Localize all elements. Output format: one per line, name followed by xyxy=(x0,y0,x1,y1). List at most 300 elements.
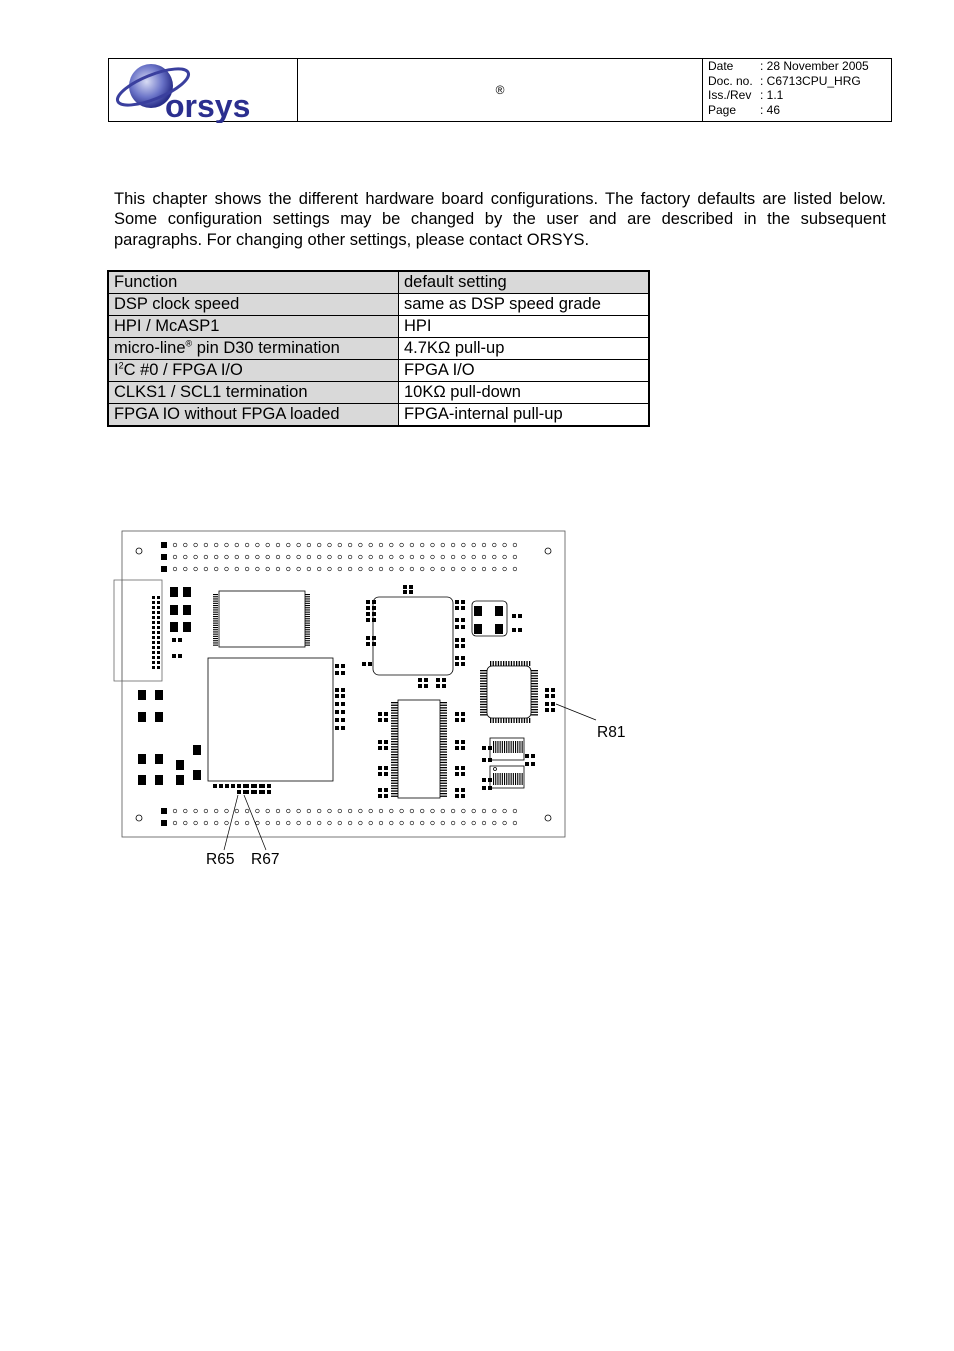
connector-hole xyxy=(266,567,270,571)
pad xyxy=(372,612,376,616)
pad xyxy=(366,636,370,640)
pad xyxy=(526,718,527,723)
cell-text: pin D30 termination xyxy=(192,339,340,357)
pad xyxy=(500,773,501,785)
connector-hole xyxy=(503,809,507,813)
connector-hole xyxy=(173,809,177,813)
connector-hole xyxy=(245,555,249,559)
pad xyxy=(384,766,388,770)
pad xyxy=(245,784,249,788)
connector-hole xyxy=(307,821,311,825)
header-function: Function xyxy=(108,271,399,294)
connector-hole xyxy=(184,555,188,559)
connector-hole xyxy=(287,567,291,571)
pad xyxy=(551,694,555,698)
connector-hole xyxy=(503,821,507,825)
pad xyxy=(366,618,370,622)
connector-hole xyxy=(400,567,404,571)
pad xyxy=(305,612,310,613)
pad xyxy=(490,661,491,666)
connector-hole xyxy=(441,809,445,813)
connector-hole xyxy=(482,555,486,559)
connector-hole xyxy=(482,543,486,547)
pad xyxy=(531,704,538,705)
pad xyxy=(391,772,398,773)
pad xyxy=(480,712,487,713)
connector-hole xyxy=(390,555,394,559)
pad xyxy=(157,606,160,609)
pad xyxy=(480,714,487,715)
pad xyxy=(531,714,538,715)
pad xyxy=(531,680,538,681)
pad xyxy=(305,636,310,637)
connector-hole xyxy=(266,809,270,813)
pad xyxy=(503,718,504,723)
pad xyxy=(461,618,465,622)
pad xyxy=(305,631,310,632)
pad xyxy=(511,718,512,723)
connector-hole xyxy=(462,821,466,825)
pad xyxy=(506,661,507,666)
connector-hole xyxy=(235,809,239,813)
connector-hole xyxy=(235,567,239,571)
connector-hole xyxy=(379,567,383,571)
connector-hole xyxy=(472,543,476,547)
pad xyxy=(480,699,487,700)
pad xyxy=(518,628,522,632)
pad xyxy=(440,764,447,765)
brand-text: orsys xyxy=(165,88,251,123)
pad xyxy=(461,638,465,642)
connector-hole xyxy=(317,809,321,813)
connector-hole xyxy=(317,567,321,571)
pad xyxy=(495,741,496,753)
pad xyxy=(440,725,447,726)
pad xyxy=(157,636,160,639)
connector-hole xyxy=(184,821,188,825)
pad xyxy=(213,612,218,613)
pad xyxy=(178,654,182,658)
pad xyxy=(440,777,447,778)
pad xyxy=(455,662,459,666)
connector-hole xyxy=(214,543,218,547)
connector-hole xyxy=(184,543,188,547)
connector-hole xyxy=(420,543,424,547)
connector-hole xyxy=(235,543,239,547)
pad xyxy=(391,762,398,763)
connector-hole xyxy=(379,809,383,813)
pad xyxy=(511,661,512,666)
left-connector xyxy=(122,580,162,681)
pad xyxy=(524,661,525,666)
fpga-chip xyxy=(373,597,453,675)
pad xyxy=(305,601,310,602)
connector-hole xyxy=(307,809,311,813)
pad xyxy=(461,746,465,750)
pad xyxy=(440,723,447,724)
pad xyxy=(461,794,465,798)
label-r65: R65 xyxy=(206,851,235,868)
connector-hole xyxy=(194,567,198,571)
connector-hole xyxy=(390,567,394,571)
pad xyxy=(482,746,486,750)
pad xyxy=(525,762,529,766)
pad xyxy=(531,712,538,713)
pad xyxy=(440,738,447,739)
pad xyxy=(545,708,549,712)
pad xyxy=(391,707,398,708)
connector-hole xyxy=(214,821,218,825)
pad xyxy=(391,796,398,797)
connector-hole xyxy=(276,555,280,559)
pad xyxy=(341,688,345,692)
pad xyxy=(391,733,398,734)
qfp-chip xyxy=(487,666,531,718)
pad xyxy=(213,620,218,621)
pad xyxy=(213,631,218,632)
cell-setting: 4.7KΩ pull-up xyxy=(399,338,650,360)
pad xyxy=(531,673,538,674)
connector-hole xyxy=(214,567,218,571)
pad xyxy=(500,661,501,666)
connector-hole xyxy=(297,543,301,547)
connector-hole xyxy=(379,821,383,825)
connector-hole xyxy=(338,809,342,813)
pad xyxy=(461,718,465,722)
pad xyxy=(515,773,516,785)
pad xyxy=(391,746,398,747)
pad xyxy=(362,662,366,666)
pad xyxy=(513,718,514,723)
pad xyxy=(391,751,398,752)
pad xyxy=(440,702,447,703)
connector-hole xyxy=(410,821,414,825)
pad xyxy=(455,788,459,792)
sdram-chip xyxy=(398,700,440,798)
pad xyxy=(391,728,398,729)
connector-hole xyxy=(317,543,321,547)
pad xyxy=(170,622,178,632)
pad xyxy=(455,606,459,610)
pad xyxy=(504,773,505,785)
pad xyxy=(440,793,447,794)
connector-hole xyxy=(225,567,229,571)
pad xyxy=(213,607,218,608)
connector-hole xyxy=(503,567,507,571)
pad xyxy=(461,712,465,716)
pad xyxy=(305,596,310,597)
pad xyxy=(152,606,155,609)
pad xyxy=(409,585,413,589)
connector-hole xyxy=(359,809,363,813)
connector-hole xyxy=(441,555,445,559)
connector-hole xyxy=(431,555,435,559)
cell-setting: 10KΩ pull-down xyxy=(399,382,650,404)
pad xyxy=(391,720,398,721)
connector-hole xyxy=(173,555,177,559)
cell-text: I xyxy=(114,361,119,379)
pad xyxy=(213,645,218,646)
pad xyxy=(305,629,310,630)
pad xyxy=(213,623,218,624)
pad xyxy=(152,661,155,664)
connector-hole xyxy=(431,567,435,571)
connector-hole xyxy=(297,821,301,825)
pad xyxy=(440,710,447,711)
pad xyxy=(157,611,160,614)
connector-hole xyxy=(493,555,497,559)
pad xyxy=(482,786,486,790)
pad xyxy=(508,718,509,723)
pad xyxy=(305,594,310,595)
pad xyxy=(372,642,376,646)
connector-hole xyxy=(287,555,291,559)
pad xyxy=(518,614,522,618)
dsp-chip xyxy=(208,658,333,781)
pad xyxy=(213,594,218,595)
pad xyxy=(305,618,310,619)
pad xyxy=(519,773,520,785)
pad xyxy=(213,638,218,639)
pad xyxy=(461,625,465,629)
connector-hole xyxy=(513,555,517,559)
pad xyxy=(440,754,447,755)
pad xyxy=(391,754,398,755)
connector-hole xyxy=(276,567,280,571)
cell-setting: HPI xyxy=(399,316,650,338)
header-default: default setting xyxy=(399,271,650,294)
pad xyxy=(213,596,218,597)
connector-hole xyxy=(420,809,424,813)
label-r81: R81 xyxy=(597,724,626,741)
connector-hole xyxy=(410,809,414,813)
pad xyxy=(138,712,146,722)
pad xyxy=(305,623,310,624)
pad xyxy=(366,612,370,616)
pad xyxy=(503,661,504,666)
pad xyxy=(519,661,520,666)
connector-hole xyxy=(338,821,342,825)
pad xyxy=(225,784,229,788)
pad xyxy=(152,651,155,654)
meta-value: : 1.1 xyxy=(760,88,784,102)
connector-hole xyxy=(307,543,311,547)
flash-chip xyxy=(219,591,305,647)
pad xyxy=(193,745,201,755)
pad xyxy=(493,661,494,666)
connector-hole xyxy=(256,543,260,547)
pad xyxy=(418,678,422,682)
connector-hole xyxy=(431,809,435,813)
pad xyxy=(366,642,370,646)
connector-hole xyxy=(482,567,486,571)
pad xyxy=(531,686,538,687)
pad xyxy=(372,636,376,640)
pad xyxy=(391,705,398,706)
connector-hole xyxy=(369,809,373,813)
pad xyxy=(267,790,271,794)
pad xyxy=(178,638,182,642)
pad xyxy=(440,744,447,745)
meta-key: Doc. no. xyxy=(708,73,753,88)
connector-hole xyxy=(307,567,311,571)
pad xyxy=(138,775,146,785)
pad xyxy=(516,718,517,723)
connector-hole xyxy=(204,567,208,571)
superscript: 2 xyxy=(118,360,124,371)
pad xyxy=(155,690,163,700)
pad xyxy=(436,678,440,682)
pad xyxy=(183,587,191,597)
pad xyxy=(335,710,339,714)
connector-hole xyxy=(503,555,507,559)
pad xyxy=(213,598,218,599)
pad xyxy=(384,746,388,750)
connector-hole xyxy=(451,821,455,825)
connector-hole xyxy=(256,821,260,825)
connector-hole xyxy=(245,809,249,813)
pad xyxy=(497,773,498,785)
pad xyxy=(391,785,398,786)
leader-r81 xyxy=(556,704,596,720)
pad xyxy=(384,794,388,798)
pad xyxy=(391,712,398,713)
pad xyxy=(480,704,487,705)
pad xyxy=(455,656,459,660)
pad xyxy=(155,775,163,785)
pad xyxy=(305,638,310,639)
pad xyxy=(213,618,218,619)
pad xyxy=(138,690,146,700)
cell-text: C #0 / FPGA I/O xyxy=(123,361,243,379)
connector-hole xyxy=(328,555,332,559)
leader-r67 xyxy=(244,795,266,850)
pad xyxy=(480,706,487,707)
pad xyxy=(440,705,447,706)
pad xyxy=(267,784,271,788)
pad xyxy=(495,624,503,634)
pad xyxy=(384,772,388,776)
cell-setting: same as DSP speed grade xyxy=(399,294,650,316)
pad xyxy=(488,746,492,750)
connector-hole xyxy=(451,555,455,559)
pad xyxy=(440,759,447,760)
cell-function: FPGA IO without FPGA loaded xyxy=(108,404,399,427)
pad xyxy=(138,754,146,764)
pad xyxy=(511,741,512,753)
pad xyxy=(525,754,529,758)
pad xyxy=(461,656,465,660)
pad xyxy=(513,741,514,753)
connector-hole xyxy=(245,567,249,571)
connector-hole xyxy=(513,809,517,813)
pad xyxy=(341,694,345,698)
pad xyxy=(440,741,447,742)
pad xyxy=(461,600,465,604)
pad xyxy=(231,784,235,788)
connector-hole xyxy=(462,567,466,571)
pad xyxy=(506,718,507,723)
pad xyxy=(157,596,160,599)
meta-key: Date xyxy=(708,59,734,73)
pad xyxy=(461,766,465,770)
connector-hole xyxy=(307,555,311,559)
connector-hole xyxy=(369,543,373,547)
pad xyxy=(482,778,486,782)
pad xyxy=(305,614,310,615)
pad xyxy=(305,634,310,635)
pad xyxy=(440,767,447,768)
pad xyxy=(516,661,517,666)
pad xyxy=(522,773,523,785)
pad xyxy=(341,664,345,668)
pad xyxy=(440,783,447,784)
cell-setting: FPGA I/O xyxy=(399,360,650,382)
pad xyxy=(305,603,310,604)
pad xyxy=(493,773,494,785)
connector-hole xyxy=(287,809,291,813)
pad xyxy=(440,790,447,791)
pad xyxy=(493,741,494,753)
pad xyxy=(551,708,555,712)
pad xyxy=(378,746,382,750)
connector-hole xyxy=(266,821,270,825)
pad xyxy=(176,775,184,785)
pad xyxy=(341,710,345,714)
pad xyxy=(440,796,447,797)
pad xyxy=(440,788,447,789)
pad xyxy=(391,793,398,794)
pad xyxy=(480,686,487,687)
connector-hole xyxy=(441,543,445,547)
pad xyxy=(305,640,310,641)
connector-hole xyxy=(204,809,208,813)
connector-hole xyxy=(214,809,218,813)
pad xyxy=(480,680,487,681)
pad xyxy=(495,773,496,785)
connector-hole xyxy=(359,821,363,825)
connector-hole xyxy=(235,555,239,559)
pad xyxy=(152,616,155,619)
pad xyxy=(517,741,518,753)
connector-hole xyxy=(287,543,291,547)
connector-hole xyxy=(482,809,486,813)
pad xyxy=(161,554,167,560)
pad xyxy=(455,718,459,722)
pad xyxy=(213,634,218,635)
pad xyxy=(391,759,398,760)
pad xyxy=(183,605,191,615)
pad xyxy=(366,600,370,604)
pad xyxy=(461,662,465,666)
pad xyxy=(440,736,447,737)
pad xyxy=(341,671,345,675)
label-r67: R67 xyxy=(251,851,280,868)
connector-hole xyxy=(184,809,188,813)
pad xyxy=(372,600,376,604)
pad xyxy=(335,694,339,698)
pad xyxy=(461,772,465,776)
pad xyxy=(455,638,459,642)
connector-hole xyxy=(472,809,476,813)
pad xyxy=(531,762,535,766)
connector-hole xyxy=(369,567,373,571)
pad xyxy=(440,775,447,776)
connector-hole xyxy=(472,555,476,559)
cell-function: CLKS1 / SCL1 termination xyxy=(108,382,399,404)
connector-hole xyxy=(287,821,291,825)
pad xyxy=(372,606,376,610)
